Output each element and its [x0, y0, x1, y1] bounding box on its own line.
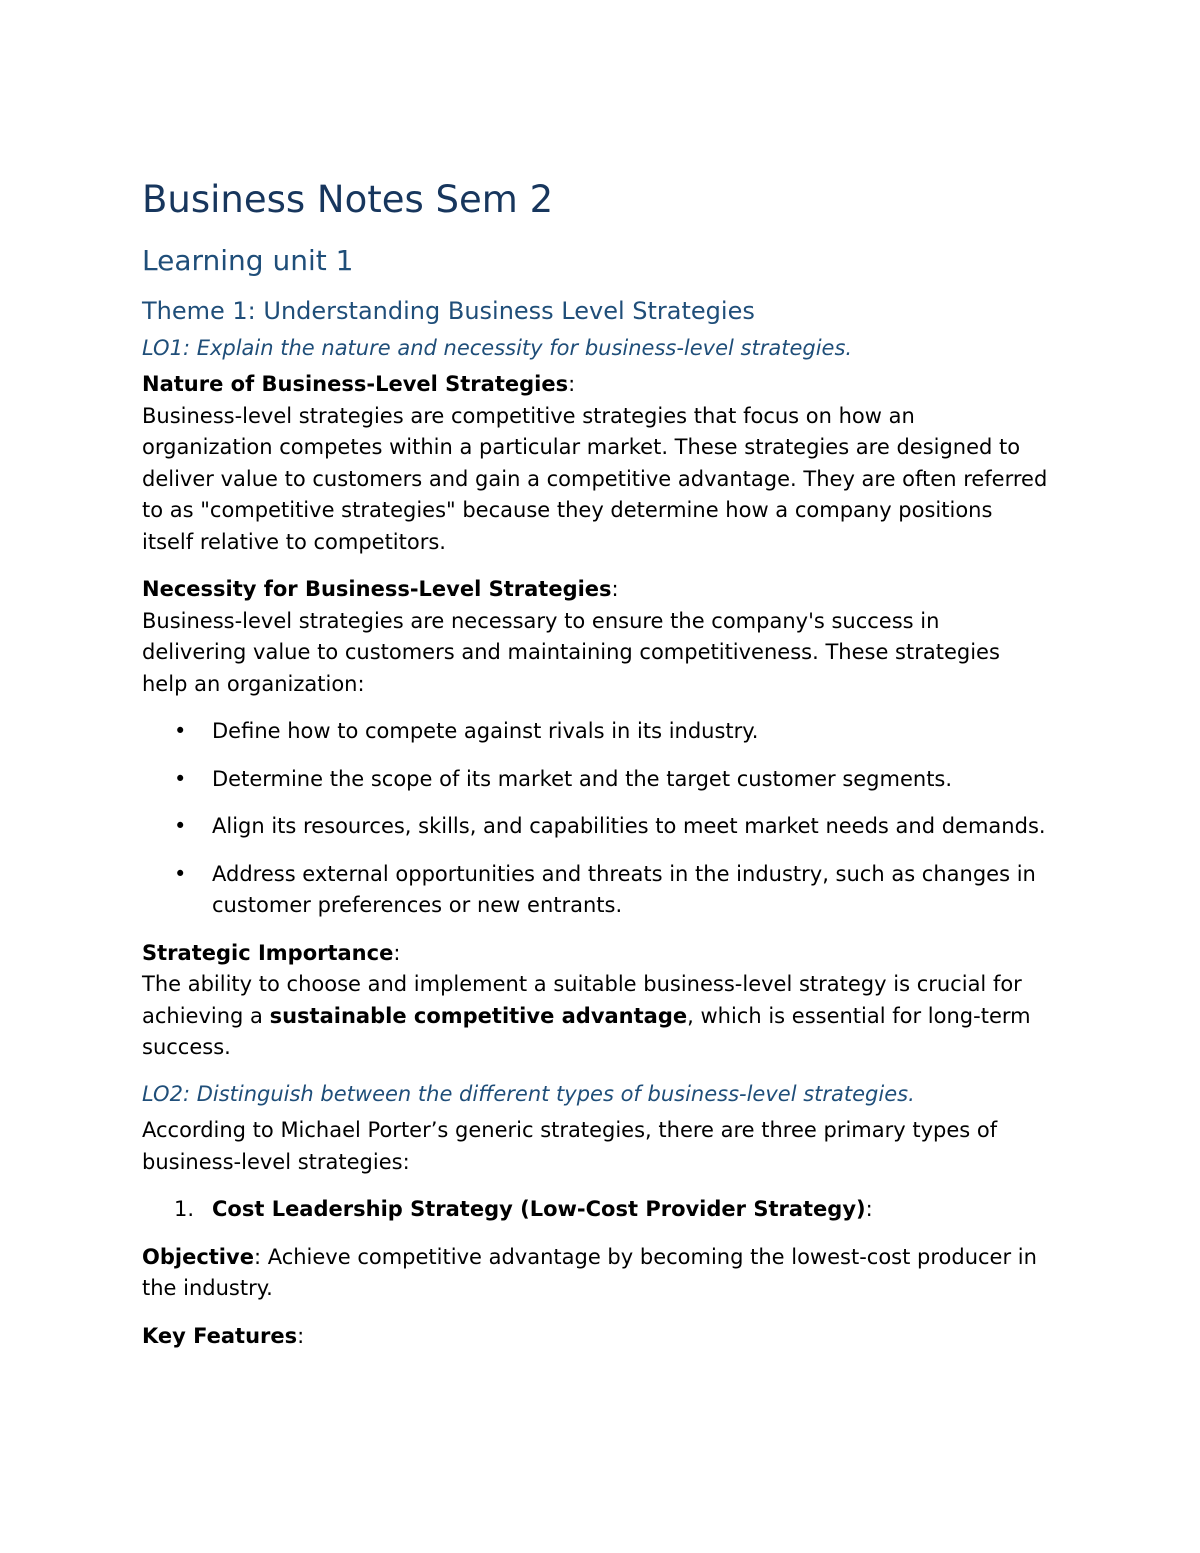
cost-leadership-label: Cost Leadership Strategy (Low-Cost Provider Strategy): [212, 1197, 866, 1222]
objective-section: [142, 1242, 1050, 1305]
cost-leadership-colon: :: [865, 1197, 873, 1222]
importance-section: [142, 938, 1050, 1064]
bullet-icon: •: [174, 766, 187, 791]
list-item-text: Define how to compete against rivals in its industry.: [212, 719, 759, 744]
objective-label: Objective: [142, 1244, 254, 1269]
list-item-text: Determine the scope of its market and the target customer segments.: [212, 766, 953, 791]
lo2-heading: LO2: Distinguish between the different types of business-level strategies.: [142, 1081, 915, 1106]
list-item-text: Address external opportunities and threats in the industry, such as changes in customer preferences or new entrants.: [212, 861, 1036, 918]
lo1-heading: LO1: Explain the nature and necessity for business-level strategies.: [142, 335, 853, 360]
learning-unit-heading: Learning unit 1: [142, 244, 354, 278]
objective-text: : Achieve competitive advantage by becoming the lowest-cost producer in the industry.: [142, 1244, 1037, 1301]
importance-text-after: , which is essential for long-term success.: [142, 1003, 1031, 1060]
necessity-text: Business-level strategies are necessary to ensure the company's success in delivering value to customers and maintaining competitiveness. These strategies help an organization:: [142, 608, 1000, 696]
list-item: [142, 1194, 1050, 1226]
strategy-numbered-list: [142, 1194, 1050, 1226]
nature-text: Business-level strategies are competitive strategies that focus on how an organization competes within a particular market. These strategies are designed to deliver value to customers and gain a competitive advantage. They are often referred to as "competitive strategies" because they determine how a company positions itself relative to competitors.: [142, 403, 1048, 554]
list-item: [142, 859, 1050, 922]
importance-text-before: The ability to choose and implement a suitable business-level strategy is crucial for achieving a: [142, 972, 1022, 1028]
importance-heading: Strategic Importance: [142, 940, 394, 965]
bullet-icon: •: [174, 861, 187, 886]
bullet-icon: •: [174, 719, 187, 744]
key-features-section: [142, 1321, 1050, 1353]
necessity-heading: Necessity for Business-Level Strategies: [142, 577, 612, 602]
list-item: [142, 716, 1050, 748]
key-features-label: Key Features: [142, 1323, 298, 1348]
theme-heading: Theme 1: Understanding Business Level Strategies: [142, 296, 755, 325]
porter-intro: According to Michael Porter’s generic strategies, there are three primary types of business-level strategies:: [142, 1118, 998, 1174]
bullet-icon: •: [174, 814, 187, 839]
document-title: Business Notes Sem 2: [142, 178, 554, 221]
importance-bold-text: sustainable competitive advantage: [269, 1003, 688, 1028]
list-number: 1.: [174, 1197, 195, 1222]
importance-colon: :: [393, 940, 401, 965]
necessity-colon: :: [611, 577, 619, 602]
necessity-section: [142, 574, 1050, 700]
nature-heading: Nature of Business-Level Strategies: [142, 372, 569, 397]
list-item: [142, 764, 1050, 796]
list-item-text: Align its resources, skills, and capabilities to meet market needs and demands.: [212, 814, 1046, 839]
nature-colon: :: [568, 372, 576, 397]
list-item: [142, 811, 1050, 843]
key-features-colon: :: [297, 1323, 305, 1348]
necessity-bullet-list: [142, 716, 1050, 922]
nature-section: [142, 369, 1050, 558]
